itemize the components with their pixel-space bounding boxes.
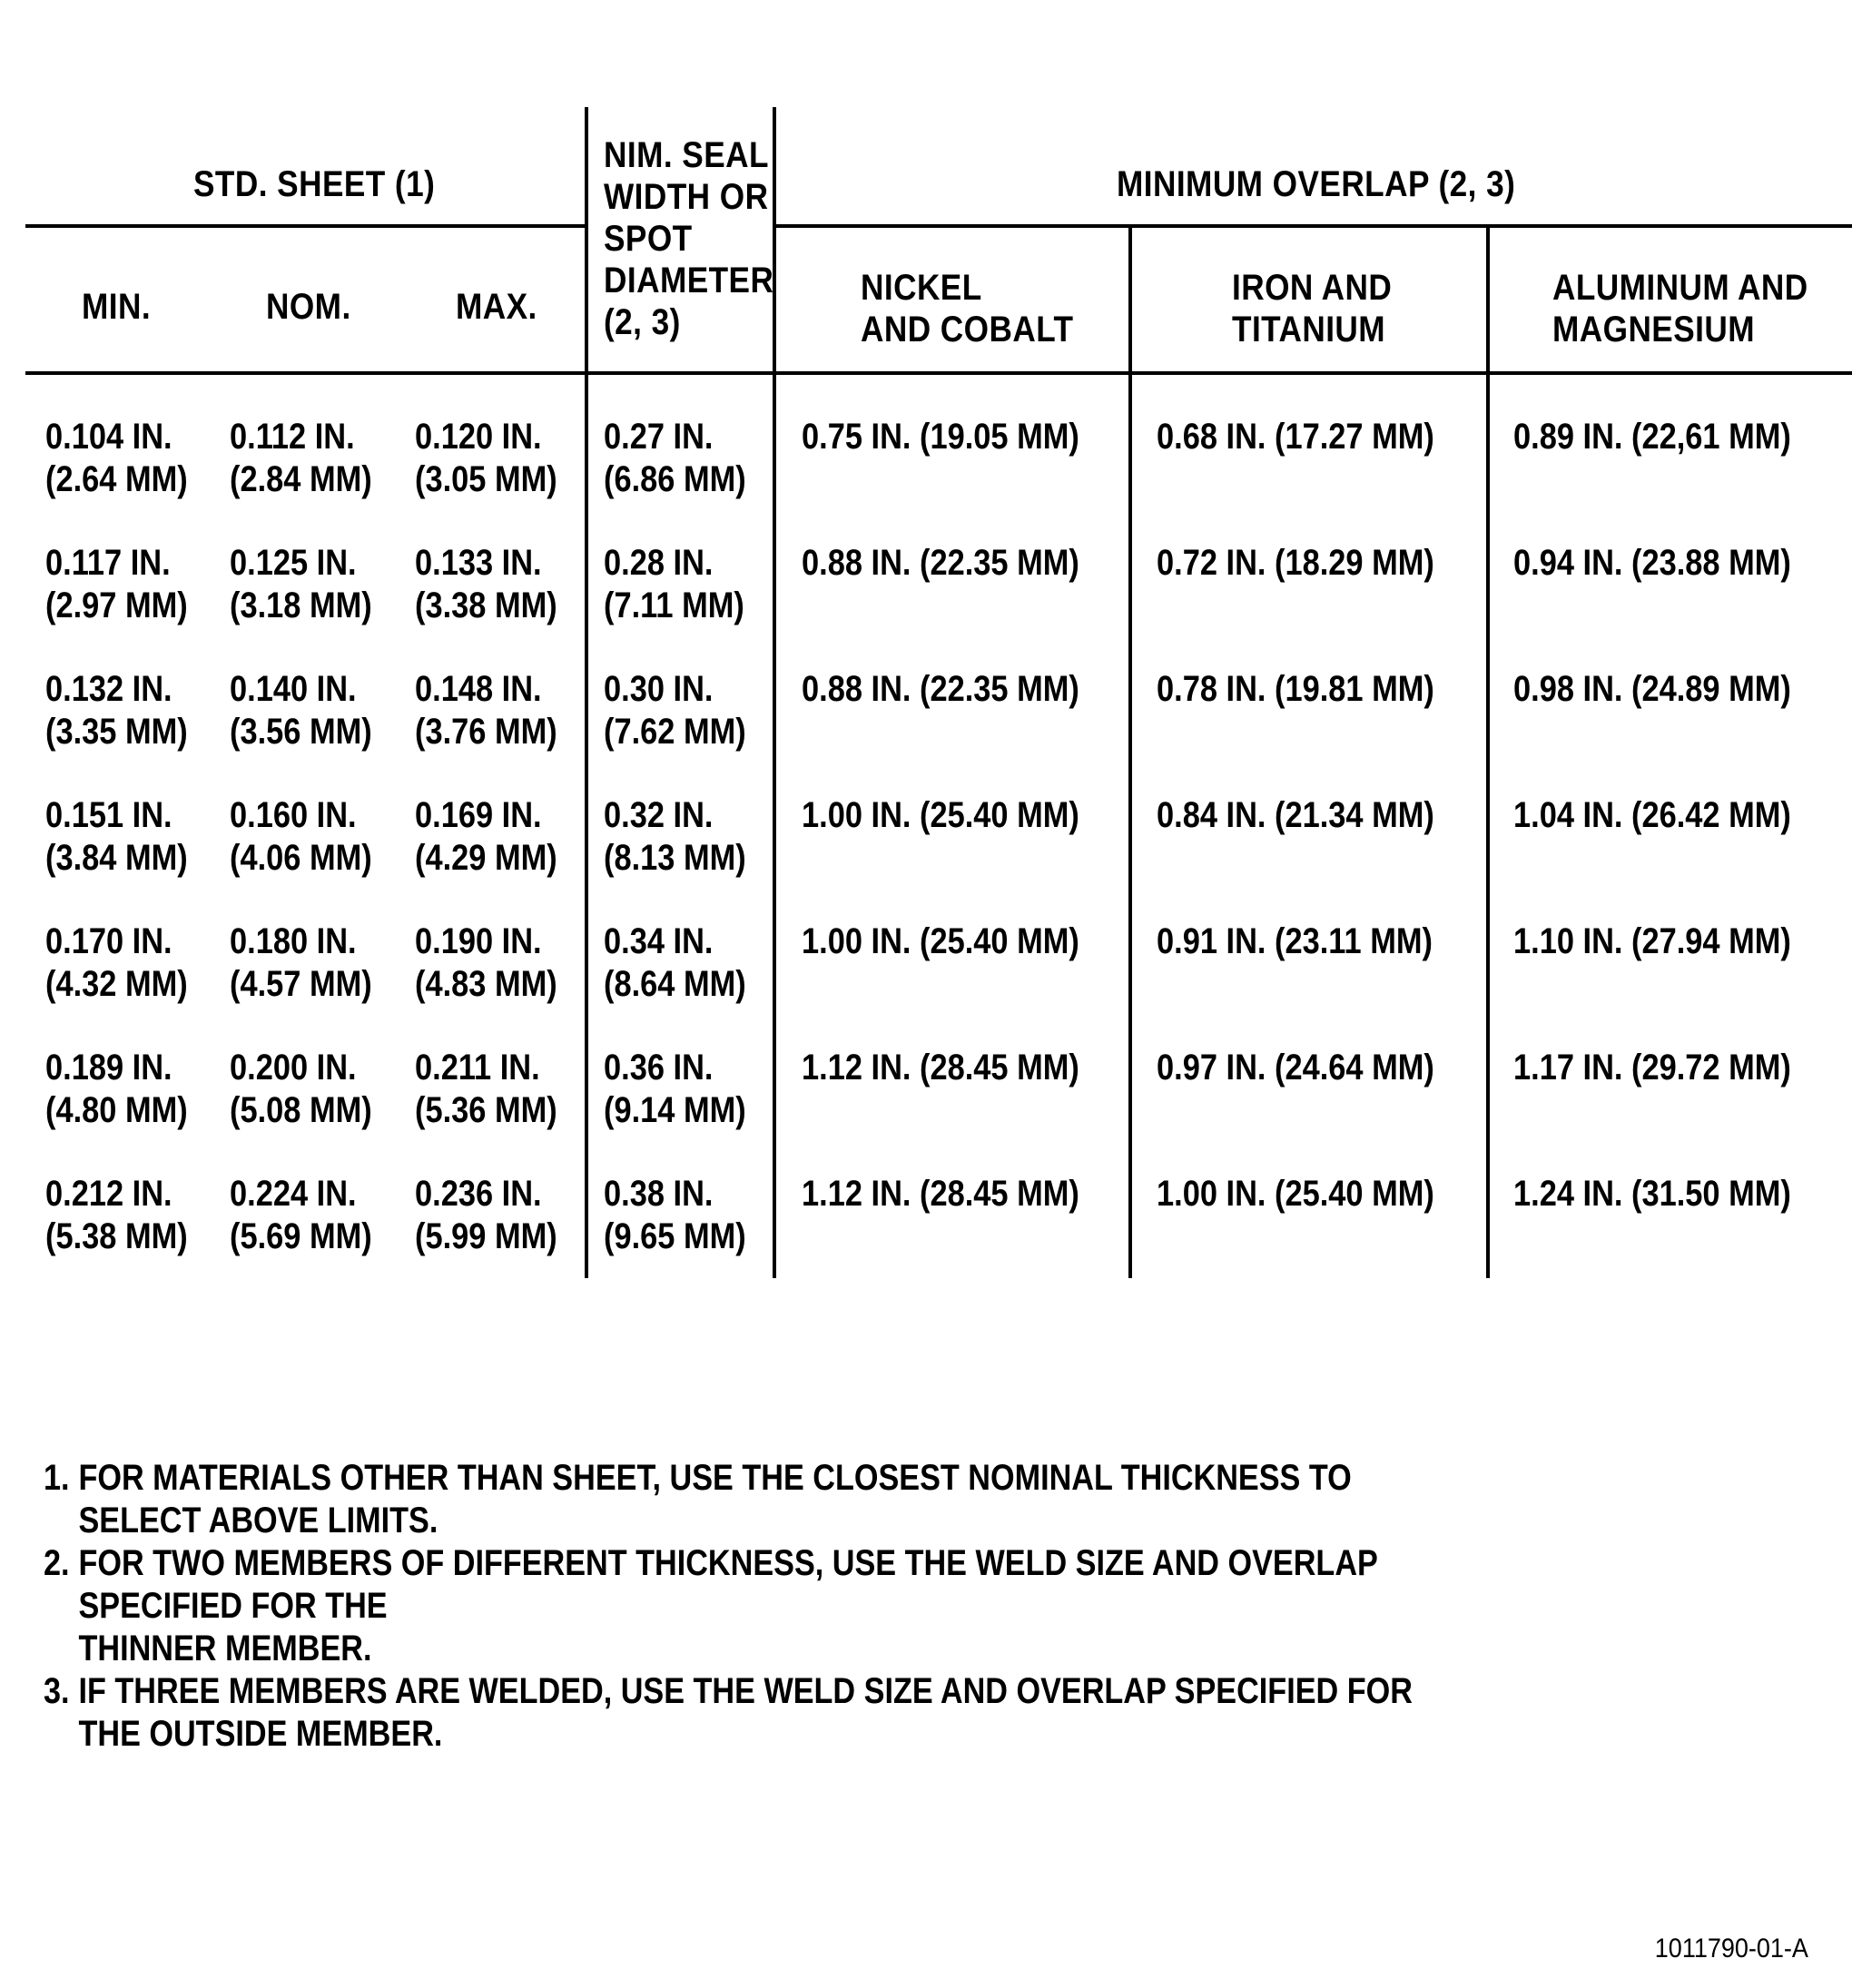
cell-max: 0.120 IN. (3.05 MM) [415,417,557,499]
cell-nickel-cobalt: 0.88 IN. (22.35 MM) [802,669,1079,709]
footnote-text: IF THREE MEMBERS ARE WELDED, USE THE WELD SIZE AND OVERLAP SPECIFIED FOR THE OUTSIDE MEMBER. [78,1671,1422,1754]
header-divider-std-sheet [25,224,586,228]
header-iron-titanium: IRON AND TITANIUM [1232,268,1393,349]
cell-seal: 0.27 IN. (6.86 MM) [604,417,746,499]
header-nom: NOM. [266,287,351,327]
cell-aluminum-magnesium: 0.94 IN. (23.88 MM) [1513,543,1791,583]
cell-aluminum-magnesium: 1.04 IN. (26.42 MM) [1513,795,1791,835]
cell-iron-titanium: 0.68 IN. (17.27 MM) [1157,417,1434,457]
cell-seal: 0.34 IN. (8.64 MM) [604,921,746,1004]
cell-nickel-cobalt: 1.00 IN. (25.40 MM) [802,795,1079,835]
header-divider-overlap [775,224,1852,228]
footnote-number: 2. [44,1543,70,1583]
cell-nickel-cobalt: 0.75 IN. (19.05 MM) [802,417,1079,457]
cell-iron-titanium: 0.91 IN. (23.11 MM) [1157,921,1433,961]
header-aluminum-magnesium: ALUMINUM AND MAGNESIUM [1552,268,1808,349]
cell-nom: 0.140 IN. (3.56 MM) [230,669,372,752]
cell-min: 0.151 IN. (3.84 MM) [45,795,188,878]
cell-iron-titanium: 0.78 IN. (19.81 MM) [1157,669,1434,709]
footnote-item [44,1457,1829,1542]
cell-aluminum-magnesium: 0.89 IN. (22,61 MM) [1513,417,1791,457]
cell-seal: 0.32 IN. (8.13 MM) [604,795,746,878]
cell-max: 0.133 IN. (3.38 MM) [415,543,557,625]
footnote-number: 3. [44,1671,70,1711]
footnote-item [44,1670,1829,1756]
header-seal-width: NIM. SEAL WIDTH OR SPOT DIAMETER (2, 3) [604,135,774,342]
cell-aluminum-magnesium: 1.24 IN. (31.50 MM) [1513,1174,1791,1214]
cell-seal: 0.36 IN. (9.14 MM) [604,1048,746,1130]
figure-id: 1011790-01-A [1654,1934,1808,1963]
cell-min: 0.104 IN. (2.64 MM) [45,417,188,499]
cell-seal: 0.28 IN. (7.11 MM) [604,543,744,625]
cell-aluminum-magnesium: 1.17 IN. (29.72 MM) [1513,1048,1791,1087]
footnote-text: FOR MATERIALS OTHER THAN SHEET, USE THE CLOSEST NOMINAL THICKNESS TO SELECT ABOVE LIMITS. [78,1458,1361,1540]
header-bottom-rule [25,371,1852,375]
cell-iron-titanium: 0.97 IN. (24.64 MM) [1157,1048,1434,1087]
cell-min: 0.212 IN. (5.38 MM) [45,1174,188,1256]
cell-max: 0.211 IN. (5.36 MM) [415,1048,557,1130]
footnotes [44,1457,1823,1756]
cell-seal: 0.30 IN. (7.62 MM) [604,669,746,752]
cell-min: 0.170 IN. (4.32 MM) [45,921,188,1004]
cell-iron-titanium: 1.00 IN. (25.40 MM) [1157,1174,1434,1214]
cell-max: 0.169 IN. (4.29 MM) [415,795,557,878]
column-divider-aluminum [1486,227,1490,1278]
footnote-text: FOR TWO MEMBERS OF DIFFERENT THICKNESS, USE THE WELD SIZE AND OVERLAP SPECIFIED FOR THE THINNER MEMBER. [78,1543,1378,1668]
cell-max: 0.236 IN. (5.99 MM) [415,1174,557,1256]
footnote-item [44,1542,1829,1670]
cell-nickel-cobalt: 1.12 IN. (28.45 MM) [802,1174,1079,1214]
cell-min: 0.132 IN. (3.35 MM) [45,669,188,752]
cell-seal: 0.38 IN. (9.65 MM) [604,1174,746,1256]
cell-nickel-cobalt: 1.12 IN. (28.45 MM) [802,1048,1079,1087]
header-std-sheet: STD. SHEET (1) [193,164,436,204]
cell-nickel-cobalt: 1.00 IN. (25.40 MM) [802,921,1079,961]
cell-nom: 0.200 IN. (5.08 MM) [230,1048,372,1130]
cell-iron-titanium: 0.84 IN. (21.34 MM) [1157,795,1434,835]
cell-aluminum-magnesium: 0.98 IN. (24.89 MM) [1513,669,1791,709]
column-divider-iron [1128,227,1132,1278]
cell-aluminum-magnesium: 1.10 IN. (27.94 MM) [1513,921,1791,961]
header-min: MIN. [82,287,152,327]
footnote-number: 1. [44,1458,70,1498]
cell-max: 0.190 IN. (4.83 MM) [415,921,557,1004]
cell-nom: 0.160 IN. (4.06 MM) [230,795,372,878]
cell-iron-titanium: 0.72 IN. (18.29 MM) [1157,543,1434,583]
header-max: MAX. [456,287,537,327]
cell-min: 0.117 IN. (2.97 MM) [45,543,188,625]
header-nickel-cobalt: NICKEL AND COBALT [861,268,1074,349]
cell-nom: 0.224 IN. (5.69 MM) [230,1174,372,1256]
column-divider-seal-left [585,107,588,1278]
cell-nom: 0.112 IN. (2.84 MM) [230,417,372,499]
header-minimum-overlap: MINIMUM OVERLAP (2, 3) [1117,164,1516,204]
cell-nom: 0.125 IN. (3.18 MM) [230,543,372,625]
cell-nickel-cobalt: 0.88 IN. (22.35 MM) [802,543,1079,583]
cell-max: 0.148 IN. (3.76 MM) [415,669,557,752]
cell-nom: 0.180 IN. (4.57 MM) [230,921,372,1004]
cell-min: 0.189 IN. (4.80 MM) [45,1048,188,1130]
